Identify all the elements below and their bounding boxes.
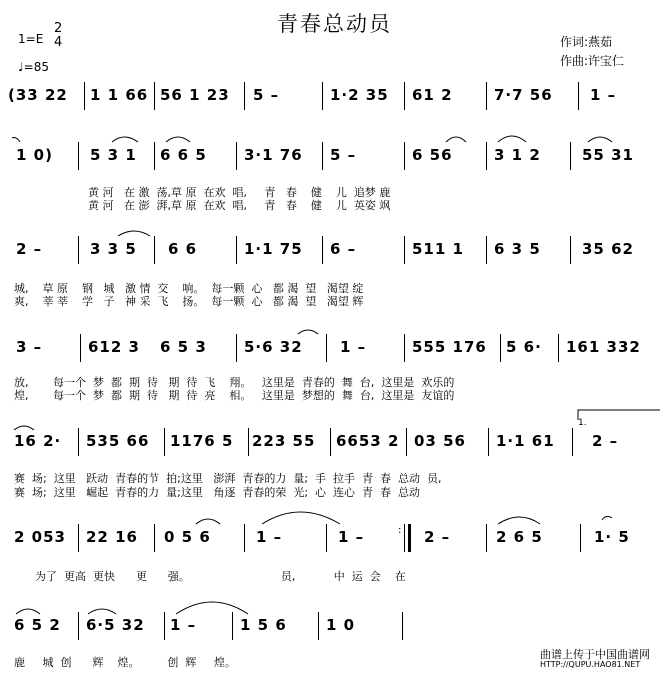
measure: 56 1 23 xyxy=(160,86,230,104)
lyricist-credit: 作词:燕茹 xyxy=(560,35,613,49)
measure: 3 1 2 xyxy=(494,146,541,164)
slur xyxy=(196,519,220,524)
slur xyxy=(16,609,40,614)
slur xyxy=(498,517,540,524)
measure: 612 3 xyxy=(88,338,140,356)
measure: 5 – xyxy=(253,86,280,104)
measure: 6·5 32 xyxy=(86,616,145,634)
measure: 55 31 xyxy=(582,146,634,164)
measure: 1 0) xyxy=(16,146,53,164)
measure: 2 – xyxy=(16,240,43,258)
measure: 7·7 56 xyxy=(494,86,553,104)
measure: (33 22 xyxy=(8,86,68,104)
volta-bracket xyxy=(578,410,660,420)
measure: 3·1 76 xyxy=(244,146,303,164)
measure: 35 62 xyxy=(582,240,634,258)
measure: 5 – xyxy=(330,146,357,164)
measure: 2 – xyxy=(592,432,619,450)
lyric-line: 爽, 莘 莘 学 子 神 采 飞 扬。 每一颗 心 都 渴 望 渴望 辉 xyxy=(14,295,364,308)
volta-marking: 1. xyxy=(578,418,587,428)
slur xyxy=(166,137,190,142)
measure: 61 2 xyxy=(412,86,453,104)
slur xyxy=(176,602,248,614)
lyric-line: 鹿 城 创 辉 煌。 创 辉 煌。 xyxy=(14,656,236,669)
measure: 2 053 xyxy=(14,528,66,546)
composer-credit: 作曲:许宝仁 xyxy=(560,54,625,68)
measure: 1 – xyxy=(170,616,197,634)
measure: 1· 5 xyxy=(594,528,630,546)
lyric-line: 放, 每一个 梦 都 期 待 期 待 飞 翔。 这里是 青春的 舞 台, 这里是 欢乐的 xyxy=(14,376,455,389)
lyric-line: 为了 更高 更快 更 强。 员, 中 运 会 在 xyxy=(14,570,406,583)
measure: 1 – xyxy=(338,528,365,546)
slur xyxy=(262,512,340,524)
lyric-line: 煌, 每一个 梦 都 期 待 期 待 亮 相。 这里是 梦想的 舞 台, 这里是 友谊的 xyxy=(14,389,455,402)
song-title: 青春总动员 xyxy=(277,12,392,36)
measure: 535 66 xyxy=(86,432,150,450)
repeat-dots: : xyxy=(398,525,402,536)
measure: 2 – xyxy=(424,528,451,546)
measure: 1·1 61 xyxy=(496,432,555,450)
measure: 6 6 xyxy=(168,240,198,258)
measure: 3 3 5 xyxy=(90,240,137,258)
slur xyxy=(446,137,466,142)
slur xyxy=(88,609,116,614)
measure: 5 3 1 xyxy=(90,146,137,164)
measure: 1 0 xyxy=(326,616,356,634)
measure: 1 – xyxy=(590,86,617,104)
watermark-url: HTTP://QUPU.HAO81.NET xyxy=(540,660,641,669)
measure: 6 6 5 xyxy=(160,146,207,164)
measure: 5 6· xyxy=(506,338,542,356)
measure: 161 332 xyxy=(566,338,641,356)
measure: 6 5 3 xyxy=(160,338,207,356)
measure: 1·1 75 xyxy=(244,240,303,258)
slur xyxy=(498,136,526,142)
lyric-line: 赛 场; 这里 崛起 青春的力 量;这里 角逐 青春的荣 光; 心 连心 青 春 总动 xyxy=(14,486,421,499)
lyric-line: 赛 场; 这里 跃动 青春的节 拍;这里 澎湃 青春的力 量; 手 拉手 青 春 总动 员, xyxy=(14,472,442,485)
measure: 1 5 6 xyxy=(240,616,287,634)
measure: 1 – xyxy=(340,338,367,356)
measure: 6 56 xyxy=(412,146,453,164)
measure: 1·2 35 xyxy=(330,86,389,104)
slur xyxy=(298,330,318,334)
measure: 22 16 xyxy=(86,528,138,546)
lyric-line: 城, 草 原 钢 城 激 情 交 响。 每一颗 心 都 渴 望 渴望 绽 xyxy=(14,282,364,295)
measure: 511 1 xyxy=(412,240,464,258)
measure: 555 176 xyxy=(412,338,487,356)
measure: 1 1 66 xyxy=(90,86,149,104)
measure: 6 5 2 xyxy=(14,616,61,634)
lyric-line: 黄 河 在 澎 湃,草 原 在欢 唱, 青 春 健 儿 英姿 飒 xyxy=(88,199,391,212)
slur xyxy=(118,231,150,236)
measure: 5·6 32 xyxy=(244,338,303,356)
lyric-line: 黄 河 在 激 荡,草 原 在欢 唱, 青 春 健 儿 追梦 鹿 xyxy=(88,186,391,199)
measure: 6653 2 xyxy=(336,432,400,450)
slur xyxy=(112,137,138,142)
measure: 03 56 xyxy=(414,432,466,450)
measure: 3 – xyxy=(16,338,43,356)
watermark-text: 曲谱上传于中国曲谱网 xyxy=(540,648,650,661)
measure: 0 5 6 xyxy=(164,528,211,546)
key-signature: 1=E xyxy=(18,32,44,46)
meter-top: 2 xyxy=(54,21,63,36)
measure: 16 2· xyxy=(14,432,62,450)
slur xyxy=(588,137,612,142)
measure: 223 55 xyxy=(252,432,316,450)
measure: 2 6 5 xyxy=(496,528,543,546)
slur xyxy=(14,426,34,430)
tempo-marking: ♩=85 xyxy=(18,60,49,74)
meter-bottom: 4 xyxy=(54,35,63,50)
measure: 6 3 5 xyxy=(494,240,541,258)
slur xyxy=(12,138,20,143)
measure: 6 – xyxy=(330,240,357,258)
measure: 1176 5 xyxy=(170,432,234,450)
slur xyxy=(602,516,612,520)
measure: 1 – xyxy=(256,528,283,546)
